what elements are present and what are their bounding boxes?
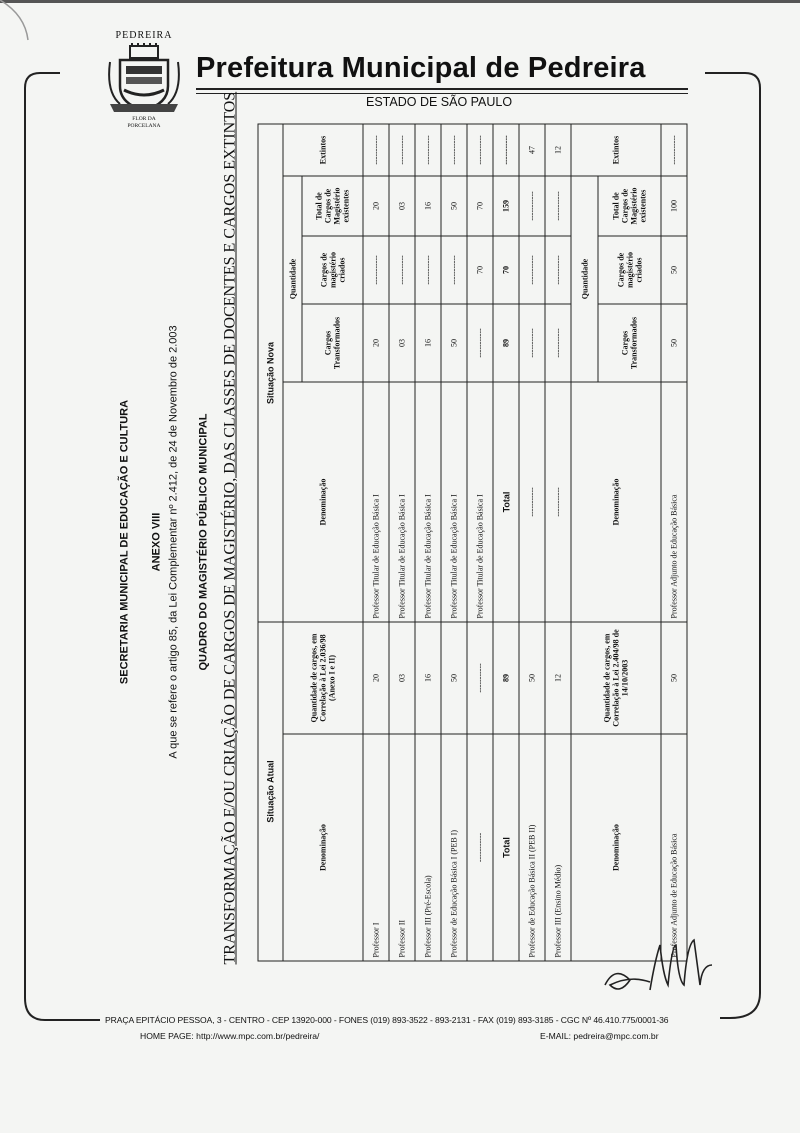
cell-qtd: 03 (389, 622, 415, 734)
coat-of-arms-icon (106, 42, 182, 118)
cell-criados: ----------- (441, 236, 467, 304)
header-situacao-nova: Situação Nova (258, 124, 283, 622)
cell-extintos: ----------- (415, 124, 441, 176)
annex-number: ANEXO VIII (150, 512, 163, 572)
cell-nova: Professor Titular de Educação Básica I (363, 382, 389, 622)
letterhead-title: Prefeitura Municipal de Pedreira (196, 52, 646, 84)
cell-transf: 03 (389, 304, 415, 382)
header-extintos: Extintos (283, 124, 363, 176)
cell-transf: ----------- (519, 304, 545, 382)
scan-edge (0, 0, 800, 3)
header-criados-2: Cargos de magistério criados (598, 236, 661, 304)
header-quantidade: Quantidade (283, 176, 302, 382)
letterhead-rule (196, 88, 688, 94)
header-denominacao-nova-2: Denominação (571, 382, 661, 622)
cell-nova: Professor Titular de Educação Básica I (467, 382, 493, 622)
cell-total: 03 (389, 176, 415, 236)
header-situacao-atual: Situação Atual (258, 622, 283, 961)
cell-criados: ----------- (545, 236, 571, 304)
cell-nova: Professor Adjunto de Educação Básica (661, 382, 687, 622)
header-transformados-2: Cargos Transformados (598, 304, 661, 382)
total-label: Total (493, 734, 519, 961)
cell-total: 100 (661, 176, 687, 236)
cell-extintos: ----------- (389, 124, 415, 176)
total-qtd: 89 (493, 622, 519, 734)
cell-criados: ----------- (363, 236, 389, 304)
header-transformados: Cargos Transformados (302, 304, 363, 382)
cell-extintos: ----------- (661, 124, 687, 176)
header-total-existentes-2: Total de Cargos de Magistério existentes (598, 176, 661, 236)
cell-total: 20 (363, 176, 389, 236)
cell-qtd: 50 (441, 622, 467, 734)
footer-address: PRAÇA EPITÁCIO PESSOA, 3 - CENTRO - CEP 13920-000 - FONES (019) 893-3522 - 893-2131 - FAX (019) 893-3185 - CGC Nº 46.410.775/0001-36 (105, 1015, 669, 1025)
cell-qtd: 50 (661, 622, 687, 734)
cell-atual: Professor III (Pré-Escola) (415, 734, 441, 961)
footer-homepage[interactable]: HOME PAGE: http://www.mpc.com.br/pedreira/ (140, 1031, 320, 1041)
logo-text-bottom-1: FLOR DA (132, 116, 156, 122)
header-extintos-2: Extintos (571, 124, 661, 176)
table-row (389, 124, 415, 961)
cell-extintos: ----------- (467, 124, 493, 176)
cell-criados: 70 (467, 236, 493, 304)
header-denominacao-nova: Denominação (283, 382, 363, 622)
cell-qtd: ----------- (467, 622, 493, 734)
cell-extintos: ----------- (363, 124, 389, 176)
table-row (363, 124, 389, 961)
table-row (415, 124, 441, 961)
cell-criados: 50 (661, 236, 687, 304)
quadro-heading: QUADRO DO MAGISTÉRIO PÚBLICO MUNICIPAL (197, 413, 210, 671)
cell-total: 50 (441, 176, 467, 236)
table-row (441, 124, 467, 961)
cell-extintos: 47 (519, 124, 545, 176)
cell-criados: ----------- (519, 236, 545, 304)
cell-transf: ----------- (467, 304, 493, 382)
cell-total: 70 (467, 176, 493, 236)
cell-atual: Professor Adjunto de Educação Básica (661, 734, 687, 961)
table-row-total (493, 124, 519, 961)
cell-qtd: 20 (363, 622, 389, 734)
logo-text-bottom-2: PORCELANA (127, 123, 161, 129)
positions-table (258, 123, 688, 961)
cell-transf: 16 (415, 304, 441, 382)
cell-transf: ----------- (545, 304, 571, 382)
total-existentes: 159 (493, 176, 519, 236)
table-row (661, 124, 687, 961)
cell-qtd: 50 (519, 622, 545, 734)
header-quantidade-lei-2404: Quantidade de cargos, em Correlação à Lei 2.404/98 de 14/10/2003 (571, 622, 661, 734)
header-quantidade-lei-2036: Quantidade de cargos, em Correlação à Lei 2.036/98 (Anexo I e II) (283, 622, 363, 734)
table-row (467, 124, 493, 961)
cell-criados: ----------- (389, 236, 415, 304)
cell-criados: ----------- (415, 236, 441, 304)
cell-atual: Professor I (363, 734, 389, 961)
cell-atual: Professor III (Ensino Médio) (545, 734, 571, 961)
cell-total: 16 (415, 176, 441, 236)
cell-nova: Professor Titular de Educação Básica I (389, 382, 415, 622)
cell-atual: Professor de Educação Básica II (PEB II) (519, 734, 545, 961)
header-denominacao-atual: Denominação (283, 734, 363, 961)
cell-transf: 50 (441, 304, 467, 382)
cell-atual: Professor II (389, 734, 415, 961)
cell-nova: ----------- (545, 382, 571, 622)
total-extintos: ----------- (493, 124, 519, 176)
header-denominacao-atual-2: Denominação (571, 734, 661, 961)
footer-email[interactable]: E-MAIL: pedreira@mpc.com.br (540, 1031, 659, 1041)
cell-nova: Professor Titular de Educação Básica I (415, 382, 441, 622)
cell-atual: ----------- (467, 734, 493, 961)
cell-total: ----------- (545, 176, 571, 236)
letterhead-state: ESTADO DE SÃO PAULO (366, 95, 513, 109)
cell-atual: Professor de Educação Básica I (PEB I) (441, 734, 467, 961)
cell-total: ----------- (519, 176, 545, 236)
secretaria-heading: SECRETARIA MUNICIPAL DE EDUCAÇÃO E CULTURA (118, 399, 131, 685)
header-criados: Cargos de magistério criados (302, 236, 363, 304)
cell-nova: ----------- (519, 382, 545, 622)
logo-text-top: PEDREIRA (115, 30, 173, 41)
cell-transf: 20 (363, 304, 389, 382)
cell-qtd: 12 (545, 622, 571, 734)
law-reference: A que se refere o artigo 85, da Lei Complementar nº 2.412, de 24 de Novembro de 2.003 (167, 325, 180, 759)
header-total-existentes: Total de Cargos de Magistério existentes (302, 176, 363, 236)
table-title: TRANSFORMAÇÃO E/OU CRIAÇÃO DE CARGOS DE MAGISTÉRIO, DAS CLASSES DE DOCENTES E CARGOS EXTINTOS (221, 91, 239, 965)
total-transformados: 89 (493, 304, 519, 382)
total-criados: 70 (493, 236, 519, 304)
cell-extintos: 12 (545, 124, 571, 176)
header-quantidade-2: Quantidade (571, 176, 598, 382)
table-row (519, 124, 545, 961)
cell-nova: Professor Titular de Educação Básica I (441, 382, 467, 622)
cell-transf: 50 (661, 304, 687, 382)
cell-extintos: ----------- (441, 124, 467, 176)
cell-qtd: 16 (415, 622, 441, 734)
total-label-nova: Total (493, 382, 519, 622)
table-row (545, 124, 571, 961)
